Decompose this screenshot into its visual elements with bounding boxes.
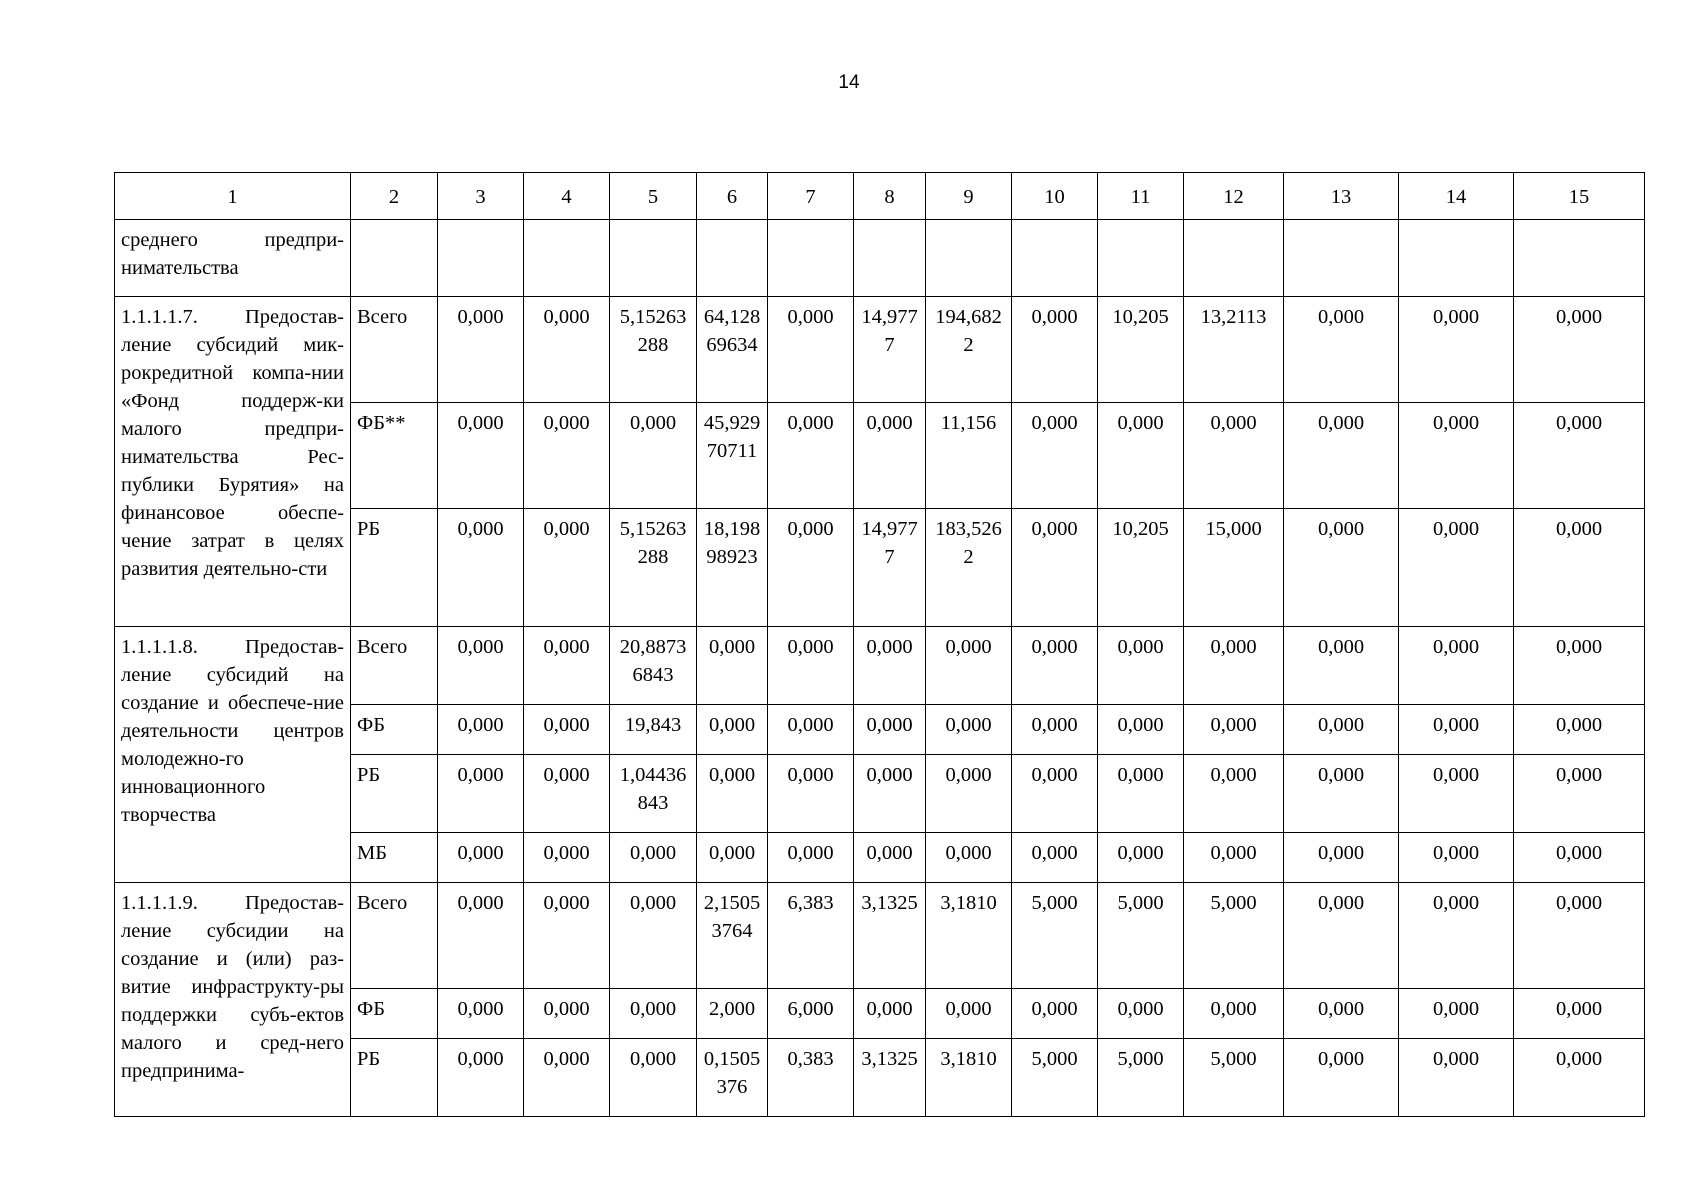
value-cell: 0,000 [1098,403,1184,509]
value-cell: 0,000 [524,1039,610,1117]
value-cell: 64,12869634 [697,297,768,403]
value-cell: 0,000 [768,403,854,509]
activity-description: 1.1.1.1.9. Предостав-ление субсидии на создание и (или) раз-витие инфраструкту-ры поддержки субъ-ектов малого и сред-него предпринима- [115,883,351,1117]
value-cell: 0,000 [438,883,524,989]
value-cell: 0,000 [610,883,697,989]
value-cell: 0,000 [697,627,768,705]
funding-source: Всего [351,297,438,403]
value-cell: 0,000 [1012,627,1098,705]
empty-cell [1012,220,1098,297]
value-cell: 183,5262 [926,509,1012,627]
value-cell: 0,000 [697,705,768,755]
groups-body [115,297,1645,1117]
value-cell: 0,000 [524,883,610,989]
value-cell: 0,000 [1514,403,1645,509]
empty-cell [1399,220,1514,297]
value-cell: 1,04436843 [610,755,697,833]
value-cell: 0,000 [1399,509,1514,627]
value-cell: 0,000 [1012,403,1098,509]
value-cell: 0,000 [1399,627,1514,705]
value-cell: 0,000 [524,833,610,883]
value-cell: 0,000 [438,297,524,403]
funding-source: ФБ** [351,403,438,509]
value-cell: 0,000 [1514,705,1645,755]
value-cell: 0,000 [926,989,1012,1039]
value-cell: 0,000 [1284,1039,1399,1117]
value-cell: 0,000 [1184,755,1284,833]
value-cell: 0,000 [768,833,854,883]
value-cell: 0,000 [854,705,926,755]
value-cell: 11,156 [926,403,1012,509]
value-cell: 19,843 [610,705,697,755]
value-cell: 0,000 [1098,755,1184,833]
empty-cell [351,220,438,297]
value-cell: 0,000 [926,627,1012,705]
value-cell: 14,9777 [854,509,926,627]
value-cell: 3,1810 [926,883,1012,989]
column-header: 12 [1184,173,1284,220]
value-cell: 0,000 [1514,989,1645,1039]
value-cell: 3,1810 [926,1039,1012,1117]
value-cell: 0,000 [1514,883,1645,989]
value-cell: 0,000 [768,297,854,403]
value-cell: 0,000 [1098,705,1184,755]
value-cell: 0,000 [1514,297,1645,403]
empty-cell [610,220,697,297]
value-cell: 5,000 [1184,883,1284,989]
value-cell: 0,000 [524,755,610,833]
value-cell: 0,000 [1284,403,1399,509]
value-cell: 0,000 [438,627,524,705]
value-cell: 0,000 [854,755,926,833]
value-cell: 0,000 [1184,989,1284,1039]
value-cell: 6,383 [768,883,854,989]
value-cell: 0,000 [854,627,926,705]
value-cell: 0,000 [524,989,610,1039]
column-header: 4 [524,173,610,220]
value-cell: 0,000 [768,755,854,833]
value-cell: 0,000 [697,755,768,833]
value-cell: 18,19898923 [697,509,768,627]
table-header-row [115,173,1645,220]
empty-cell [438,220,524,297]
value-cell: 0,383 [768,1039,854,1117]
value-cell: 10,205 [1098,297,1184,403]
value-cell: 0,000 [610,989,697,1039]
value-cell: 0,1505376 [697,1039,768,1117]
value-cell: 13,2113 [1184,297,1284,403]
value-cell: 0,000 [1284,755,1399,833]
value-cell: 0,000 [1012,509,1098,627]
value-cell: 15,000 [1184,509,1284,627]
table-row [115,627,1645,705]
empty-cell [1098,220,1184,297]
column-header: 11 [1098,173,1184,220]
value-cell: 0,000 [926,833,1012,883]
value-cell: 0,000 [768,627,854,705]
value-cell: 5,000 [1184,1039,1284,1117]
value-cell: 0,000 [1284,705,1399,755]
value-cell: 5,15263288 [610,509,697,627]
table-row [115,883,1645,989]
activity-description: среднего предпри-нимательства [115,220,351,297]
value-cell: 0,000 [854,989,926,1039]
value-cell: 0,000 [1399,297,1514,403]
value-cell: 20,88736843 [610,627,697,705]
column-header: 9 [926,173,1012,220]
value-cell: 0,000 [524,509,610,627]
value-cell: 0,000 [1514,627,1645,705]
value-cell: 0,000 [610,833,697,883]
value-cell: 0,000 [438,755,524,833]
value-cell: 0,000 [1012,833,1098,883]
value-cell: 0,000 [524,627,610,705]
column-header: 13 [1284,173,1399,220]
value-cell: 0,000 [1284,989,1399,1039]
value-cell: 194,6822 [926,297,1012,403]
value-cell: 0,000 [926,705,1012,755]
value-cell: 0,000 [1184,403,1284,509]
empty-cell [926,220,1012,297]
value-cell: 0,000 [1399,705,1514,755]
value-cell: 2,000 [697,989,768,1039]
value-cell: 6,000 [768,989,854,1039]
value-cell: 2,15053764 [697,883,768,989]
value-cell: 0,000 [1399,403,1514,509]
value-cell: 0,000 [438,705,524,755]
value-cell: 0,000 [1514,509,1645,627]
column-header: 10 [1012,173,1098,220]
funding-source: РБ [351,1039,438,1117]
column-header: 8 [854,173,926,220]
funding-source: МБ [351,833,438,883]
funding-source: ФБ [351,705,438,755]
value-cell: 0,000 [524,297,610,403]
budget-table [114,172,1645,1117]
value-cell: 0,000 [1284,627,1399,705]
value-cell: 45,92970711 [697,403,768,509]
value-cell: 0,000 [854,833,926,883]
value-cell: 0,000 [697,833,768,883]
value-cell: 0,000 [1514,755,1645,833]
value-cell: 0,000 [1012,297,1098,403]
value-cell: 5,000 [1012,883,1098,989]
value-cell: 0,000 [610,403,697,509]
value-cell: 0,000 [1098,989,1184,1039]
empty-cell [768,220,854,297]
funding-source: РБ [351,509,438,627]
value-cell: 0,000 [1184,705,1284,755]
activity-description: 1.1.1.1.8. Предостав-ление субсидий на создание и обеспече-ние деятельности центров молодежно-го инновационного творчества [115,627,351,883]
value-cell: 0,000 [1284,833,1399,883]
table-row [115,297,1645,403]
column-header: 7 [768,173,854,220]
value-cell: 10,205 [1098,509,1184,627]
value-cell: 0,000 [1284,297,1399,403]
value-cell: 0,000 [1012,989,1098,1039]
value-cell: 0,000 [1399,833,1514,883]
value-cell: 0,000 [854,403,926,509]
column-header: 6 [697,173,768,220]
value-cell: 0,000 [1399,1039,1514,1117]
page-number: 14 [838,72,860,93]
empty-cell [1284,220,1399,297]
activity-description: 1.1.1.1.7. Предостав-ление субсидий мик-рокредитной компа-нии «Фонд поддерж-ки малого предпри-нимательства Рес-публики Бурятия» на финансовое обеспе-чение затрат в целях развития деятельно-сти [115,297,351,627]
value-cell: 0,000 [438,509,524,627]
value-cell: 3,1325 [854,883,926,989]
value-cell: 0,000 [438,1039,524,1117]
column-header: 15 [1514,173,1645,220]
value-cell: 0,000 [1098,627,1184,705]
value-cell: 5,000 [1012,1039,1098,1117]
value-cell: 14,9777 [854,297,926,403]
value-cell: 0,000 [610,1039,697,1117]
column-header: 14 [1399,173,1514,220]
column-header: 1 [115,173,351,220]
value-cell: 0,000 [1514,1039,1645,1117]
value-cell: 0,000 [768,509,854,627]
value-cell: 5,15263288 [610,297,697,403]
value-cell: 0,000 [438,403,524,509]
empty-cell [697,220,768,297]
value-cell: 0,000 [1284,509,1399,627]
value-cell: 0,000 [1012,755,1098,833]
value-cell: 0,000 [1184,833,1284,883]
empty-cell [1514,220,1645,297]
value-cell: 0,000 [1399,883,1514,989]
value-cell: 0,000 [926,755,1012,833]
column-header: 2 [351,173,438,220]
value-cell: 0,000 [438,989,524,1039]
continuation-row [115,220,1645,297]
column-header: 5 [610,173,697,220]
value-cell: 0,000 [1098,833,1184,883]
value-cell: 0,000 [1399,755,1514,833]
empty-cell [1184,220,1284,297]
funding-source: РБ [351,755,438,833]
value-cell: 0,000 [1284,883,1399,989]
empty-cell [524,220,610,297]
value-cell: 0,000 [1399,989,1514,1039]
value-cell: 0,000 [524,705,610,755]
value-cell: 5,000 [1098,1039,1184,1117]
column-header: 3 [438,173,524,220]
value-cell: 0,000 [438,833,524,883]
value-cell: 0,000 [1012,705,1098,755]
funding-source: Всего [351,627,438,705]
value-cell: 0,000 [1184,627,1284,705]
funding-source: ФБ [351,989,438,1039]
value-cell: 0,000 [768,705,854,755]
empty-cell [854,220,926,297]
funding-source: Всего [351,883,438,989]
value-cell: 5,000 [1098,883,1184,989]
value-cell: 3,1325 [854,1039,926,1117]
value-cell: 0,000 [524,403,610,509]
value-cell: 0,000 [1514,833,1645,883]
